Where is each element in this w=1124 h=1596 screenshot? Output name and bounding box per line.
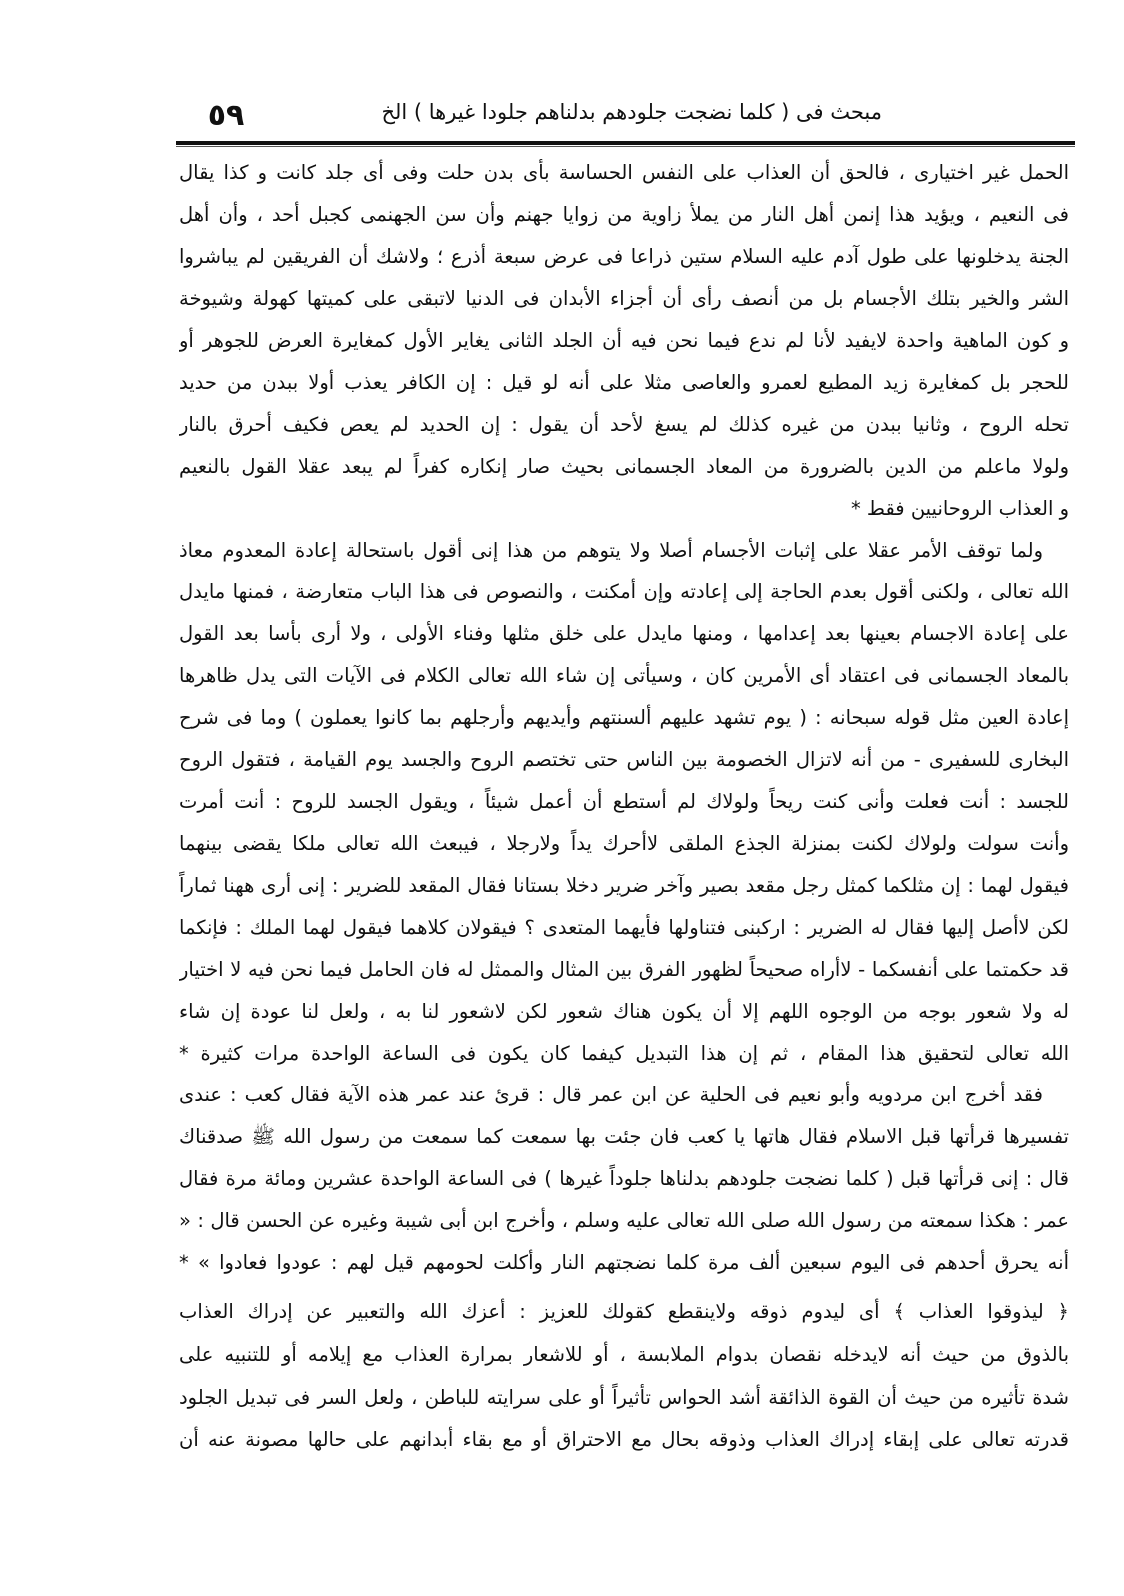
text-line: الله تعالى لتحقيق هذا المقام ، ثم إن هذا التبديل كيفما كان يكون فى الساعة الواحدة مرات كثيرة * (179, 1042, 1069, 1065)
text-line: و العذاب الروحانيين فقط * (850, 497, 1069, 520)
text-line: فقد أخرج ابن مردويه وأبو نعيم فى الحلية عن ابن عمر قال : قرئ عند عمر هذه الآية فقال كعب : عندى (179, 1083, 1043, 1106)
page-number: ٥٩ (207, 98, 245, 133)
text-line: فيقول لهما : إن مثلكما كمثل رجل مقعد بصير وآخر ضرير دخلا بستانا فقال المقعد للضرير : إنى أرى ههنا ثماراً (179, 874, 1069, 897)
text-line: قال : إنى قرأتها قبل ( كلما نضجت جلودهم بدلناها جلوداً غيرها ) فى الساعة الواحدة عشرين ومائة مرة فقال (179, 1167, 1069, 1190)
text-line: له ولا شعور بوجه من الوجوه اللهم إلا أن يكون هناك شعور لكن لاشعور لنا به ، ولعل لنا عودة إن شاء (179, 1000, 1069, 1023)
text-line: شدة تأثيره من حيث أن القوة الذائقة أشد الحواس تأثيراً أو على سرايته للباطن ، ولعل السر فى تبديل الجلود (179, 1386, 1069, 1409)
text-line: وأنت سولت ولولاك لكنت بمنزلة الجذع الملقى لاأحرك يداً ولارجلا ، فيبعث الله تعالى ملكا يقضى بينهما (179, 832, 1069, 855)
text-line: البخارى للسفيرى - من أنه لاتزال الخصومة بين الناس حتى تختصم الروح والجسد يوم القيامة ، فتقول الروح (179, 748, 1069, 771)
text-line: قدرته تعالى على إبقاء إدراك العذاب وذوقه بحال مع الاحتراق أو مع بقاء أبدانهم على حالها مصونة عنه أن (179, 1428, 1069, 1451)
running-title: مبحث فى ( كلما نضجت جلودهم بدلناهم جلودا غيرها ) الخ (381, 100, 882, 124)
text-line: بالذوق من حيث أنه لايدخله نقصان بدوام الملابسة ، أو للاشعار بمرارة العذاب مع إيلامه أو للتنبيه على (179, 1343, 1069, 1366)
text-line: الجنة يدخلونها على طول آدم عليه السلام ستين ذراعا فى عرض سبعة أذرع ؛ ولاشك أن الفريقين لم يباشروا (179, 245, 1069, 268)
text-line: الشر والخير بتلك الأجسام بل من أنصف رأى أن أجزاء الأبدان فى الدنيا لاتبقى على كميتها كهولة وشيوخة (179, 287, 1069, 310)
text-line: فى النعيم ، ويؤيد هذا إنمن أهل النار من يملأ زاوية من زوايا جهنم وأن سن الجهنمى كجبل أحد ، وأن أهل (179, 203, 1069, 226)
text-line: الله تعالى ، ولكنى أقول بعدم الحاجة إلى إعادته وإن أمكنت ، والنصوص فى هذا الباب متعارضة ، فمنها مايدل (179, 580, 1069, 603)
text-line: للجسد : أنت فعلت وأنى كنت ريحاً ولولاك لم أستطع أن أعمل شيئاً ، ويقول الجسد للروح : أنت أمرت (179, 790, 1069, 813)
text-line: ولما توقف الأمر عقلا على إثبات الأجسام أصلا ولا يتوهم من هذا إنى أقول باستحالة إعادة المعدوم معاذ (179, 539, 1043, 562)
header-rule-thin (176, 146, 1075, 147)
text-line: ﴿ ليذوقوا العذاب ﴾ أى ليدوم ذوقه ولاينقطع كقولك للعزيز : أعزك الله والتعبير عن إدراك العذاب (179, 1300, 1069, 1323)
text-line: تفسيرها قرأتها قبل الاسلام فقال هاتها يا كعب فان جئت بها سمعت كما سمعت من رسول الله ﷺ صدقناك (179, 1125, 1069, 1148)
text-line: إعادة العين مثل قوله سبحانه : ( يوم تشهد عليهم ألسنتهم وأيديهم وأرجلهم بما كانوا يعملون ) وما فى شرح (179, 706, 1069, 729)
text-line: بالمعاد الجسمانى فى اعتقاد أى الأمرين كان ، وسيأتى إن شاء الله تعالى الكلام فى الآيات التى يدل ظاهرها (179, 664, 1069, 687)
text-line: أنه يحرق أحدهم فى اليوم سبعين ألف مرة كلما نضجتهم النار وأكلت لحومهم قيل لهم : عودوا فعادوا » * (179, 1251, 1069, 1274)
text-line: ولولا ماعلم من الدين بالضرورة من المعاد الجسمانى بحيث صار إنكاره كفراً لم يبعد عقلا القول بالنعيم (179, 455, 1069, 478)
text-line: للحجر بل كمغايرة زيد المطيع لعمرو والعاصى مثلا على أنه لو قيل : إن الكافر يعذب أولا ببدن من حديد (179, 371, 1069, 394)
text-line: لكن لاأصل إليها فقال له الضرير : اركبنى فتناولها فأيهما المتعدى ؟ فيقولان كلاهما فيقول لهما الملك : فإنكما (179, 916, 1069, 939)
text-line: على إعادة الاجسام بعينها بعد إعدامها ، ومنها مايدل على خلق مثلها وفناء الأولى ، ولا أرى بأسا بعد القول (179, 622, 1069, 645)
text-line: و كون الماهية واحدة لايفيد لأنا لم ندع فيما نحن فيه أن الجلد الثانى يغاير الأول كمغايرة العرض للجوهر أو (179, 329, 1069, 352)
text-line: قد حكمتما على أنفسكما - لاأراه صحيحاً لظهور الفرق بين المثال والممثل له فان الحامل فيما نحن فيه لا اختيار (179, 958, 1069, 981)
text-line: الحمل غير اختيارى ، فالحق أن العذاب على النفس الحساسة بأى بدن حلت وفى أى جلد كانت و كذا يقال (179, 161, 1069, 184)
header-rule (176, 141, 1075, 145)
text-line: تحله الروح ، وثانيا ببدن من غيره كذلك لم يسغ لأحد أن يقول : إن الحديد لم يعص فكيف أحرق بالنار (179, 413, 1069, 436)
text-line: عمر : هكذا سمعته من رسول الله صلى الله تعالى عليه وسلم ، وأخرج ابن أبى شيبة وغيره عن الحسن قال : « (179, 1209, 1069, 1232)
